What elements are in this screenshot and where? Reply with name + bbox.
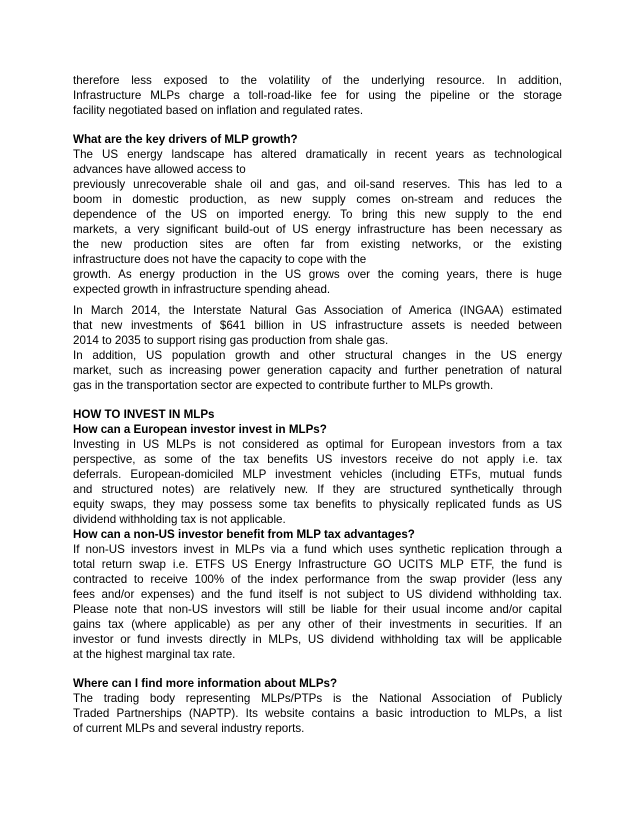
text-line: at the highest marginal tax rate. (73, 648, 236, 661)
text-line: market, such as increasing power generation capacity and further penetration of natural (73, 364, 562, 377)
text-line: deferrals. European-domiciled MLP investment vehicles (including ETFs, mutual funds (73, 468, 562, 481)
text-line: that new investments of $641 billion in US infrastructure assets is needed between (73, 319, 562, 332)
text-line: Investing in US MLPs is not considered as optimal for European investors from a tax (73, 438, 562, 451)
text-line: previously unrecoverable shale oil and gas, and oil-sand reserves. This has led to a (73, 178, 562, 191)
text-line: Traded Partnerships (NAPTP). Its website contains a basic introduction to MLPs, a list (73, 707, 562, 720)
text-line: equity swaps, they may possess some tax benefits to physically replicated funds as US (73, 498, 562, 511)
heading-how-to-invest: HOW TO INVEST IN MLPs (73, 408, 215, 421)
heading-more-information: Where can I find more information about MLPs? (73, 677, 338, 690)
section-drivers (73, 132, 562, 297)
text-line: In addition, US population growth and other structural changes in the US energy (73, 349, 562, 362)
heading-non-us-investor: How can a non-US investor benefit from MLP tax advantages? (73, 528, 415, 541)
text-line: therefore less exposed to the volatility of the underlying resource. In addition, (73, 74, 562, 87)
heading-european-investor: How can a European investor invest in MLPs? (73, 423, 327, 436)
text-line: facility negotiated based on inflation and regulated rates. (73, 104, 364, 117)
text-line: total return swap i.e. ETFS US Energy Infrastructure GO UCITS MLP ETF, the fund is (73, 558, 562, 571)
text-line: If non-US investors invest in MLPs via a fund which uses synthetic replication through a (73, 543, 562, 556)
text-line: markets, a very significant build-out of US energy infrastructure has been necessary as (73, 223, 562, 236)
paragraph-mlp-fees (73, 73, 562, 118)
text-line: boom in domestic production, as new supply comes on-stream and reduces the (73, 193, 562, 206)
text-line: contracted to receive 100% of the index performance from the swap provider (less any (73, 573, 562, 586)
text-line: investor or fund invests directly in MLPs, US dividend withholding tax will be applicable (73, 633, 562, 646)
text-line: dividend withholding tax is not applicable. (73, 513, 286, 526)
heading-key-drivers: What are the key drivers of MLP growth? (73, 133, 298, 146)
text-line: and structured notes) are relatively new. If they are structured synthetically through (73, 483, 562, 496)
section-how-to-invest (73, 407, 562, 662)
text-line: advances have allowed access to (73, 163, 246, 176)
text-line: dependence of the US on imported energy. To bring this new supply to the end (73, 208, 562, 221)
text-line: gains tax (where applicable) as per any other of their investments in securities. If an (73, 618, 562, 631)
text-line: gas in the transportation sector are expected to contribute further to MLPs growth. (73, 379, 494, 392)
paragraph-ingaa (73, 303, 562, 393)
text-line: In March 2014, the Interstate Natural Gas Association of America (INGAA) estimated (73, 304, 562, 317)
text-line: 2014 to 2035 to support rising gas production from shale gas. (73, 334, 389, 347)
section-more-info (73, 676, 562, 736)
text-line: growth. As energy production in the US grows over the coming years, there is huge (73, 268, 562, 281)
text-line: perspective, as some of the tax benefits US investors receive do not apply i.e. tax (73, 453, 562, 466)
text-line: The trading body representing MLPs/PTPs is the National Association of Publicly (73, 692, 562, 705)
text-line: The US energy landscape has altered dramatically in recent years as technological (73, 148, 562, 161)
text-line: Infrastructure MLPs charge a toll-road-like fee for using the pipeline or the storage (73, 89, 562, 102)
text-line: expected growth in infrastructure spending ahead. (73, 283, 331, 296)
text-line: of current MLPs and several industry reports. (73, 722, 305, 735)
text-line: infrastructure does not have the capacity to cope with the (73, 253, 367, 266)
text-line: the new production sites are often far from existing networks, or the existing (73, 238, 562, 251)
text-line: fees and/or expenses) and the fund itself is not subject to US dividend withholding tax. (73, 588, 562, 601)
text-line: Please note that non-US investors will still be liable for their usual income and/or capital (73, 603, 562, 616)
